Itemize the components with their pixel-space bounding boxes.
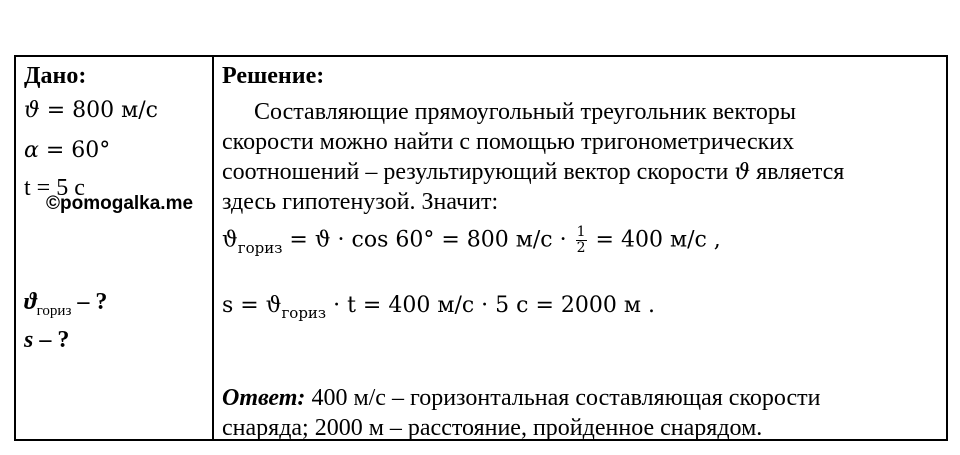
solution-header: Решение: bbox=[222, 63, 325, 89]
solution-table bbox=[14, 55, 948, 441]
solution-column bbox=[214, 57, 946, 439]
find-velocity-question: – ? bbox=[71, 289, 108, 315]
watermark-text: ©pomogalka.me bbox=[46, 193, 194, 214]
angle-value: = 60° bbox=[38, 138, 111, 163]
answer-line-1 bbox=[222, 383, 820, 413]
solution-paragraph-line-1: Составляющие прямоугольный треугольник векторы bbox=[254, 99, 796, 125]
solution-paragraph-line-4: здесь гипотенузой. Значит: bbox=[222, 189, 499, 215]
find-distance-symbol: s bbox=[24, 327, 34, 353]
given-header: Дано: bbox=[24, 63, 87, 89]
answer-label: Ответ: bbox=[222, 385, 306, 411]
paragraph-text: соотношений – результирующий вектор скорости bbox=[222, 159, 735, 185]
given-time: t = 5 с bbox=[24, 175, 85, 201]
given-column bbox=[16, 57, 212, 439]
eq1-middle: = ϑ · cos 60° = 800 м/с · bbox=[282, 227, 567, 253]
fraction-denominator: 2 bbox=[576, 240, 586, 256]
find-distance-question: – ? bbox=[33, 327, 70, 353]
eq1-lhs-symbol: ϑ bbox=[222, 227, 238, 253]
eq2-rhs: · t = 400 м/с · 5 с = 2000 м . bbox=[326, 293, 655, 318]
answer-line-2: снаряда; 2000 м – расстояние, пройденное снарядом. bbox=[222, 415, 763, 441]
velocity-symbol-inline: ϑ bbox=[734, 160, 751, 185]
paragraph-text-end: является bbox=[750, 159, 845, 185]
equation-distance bbox=[222, 291, 655, 322]
given-angle bbox=[24, 135, 110, 166]
eq2-lhs: s = ϑ bbox=[222, 293, 282, 318]
find-horizontal-velocity bbox=[24, 287, 107, 320]
velocity-value: = 800 м/с bbox=[39, 98, 158, 123]
solution-paragraph-line-2: скорости можно найти с помощью тригонометрических bbox=[222, 129, 795, 155]
fraction-numerator: 1 bbox=[576, 224, 586, 240]
eq2-subscript: гориз bbox=[281, 304, 327, 322]
solution-paragraph-line-3 bbox=[222, 157, 844, 188]
find-distance bbox=[24, 325, 69, 355]
find-velocity-symbol: ϑ bbox=[24, 289, 37, 315]
velocity-symbol: ϑ bbox=[24, 98, 40, 123]
find-velocity-subscript: гориз bbox=[36, 303, 72, 319]
answer-text-1: 400 м/с – горизонтальная составляющая скорости bbox=[305, 385, 821, 411]
eq1-lhs-subscript: гориз bbox=[237, 238, 283, 257]
equation-horizontal-velocity bbox=[222, 225, 721, 257]
angle-symbol: α bbox=[24, 138, 39, 163]
eq1-rhs: = 400 м/с , bbox=[595, 227, 721, 253]
fraction-one-half bbox=[576, 225, 587, 256]
given-velocity bbox=[24, 95, 158, 126]
